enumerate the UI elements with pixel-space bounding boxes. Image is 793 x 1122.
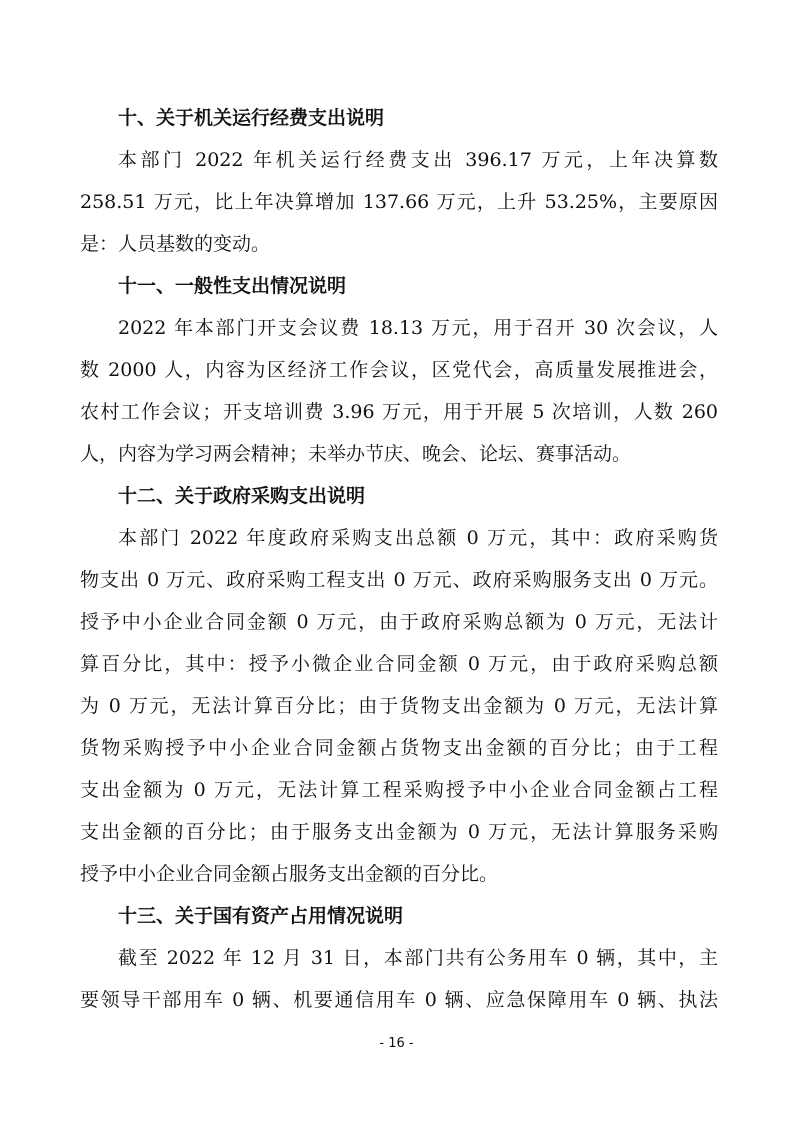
- text-line: 截至 2022 年 12 月 31 日，本部门共有公务用车 0 辆，其中，主: [118, 947, 718, 969]
- section-heading: 十、关于机关运行经费支出说明: [118, 107, 385, 129]
- text-line: 数 2000 人，内容为区经济工作会议，区党代会，高质量发展推进会，: [80, 359, 718, 381]
- text-line: 本部门 2022 年机关运行经费支出 396.17 万元，上年决算数: [118, 149, 718, 171]
- text-line: 本部门 2022 年度政府采购支出总额 0 万元，其中：政府采购货: [118, 527, 718, 549]
- text-line: 为 0 万元，无法计算百分比；由于货物支出金额为 0 万元，无法计算: [80, 695, 718, 717]
- text-line: 物支出 0 万元、政府采购工程支出 0 万元、政府采购服务支出 0 万元。: [80, 569, 718, 591]
- text-line: 授予中小企业合同金额占服务支出金额的百分比。: [80, 863, 499, 885]
- text-line: 258.51 万元，比上年决算增加 137.66 万元，上升 53.25%，主要原因: [80, 191, 718, 213]
- document-page: [80, 97, 718, 1021]
- section-heading: 十三、关于国有资产占用情况说明: [118, 905, 404, 927]
- text-line: 授予中小企业合同金额 0 万元，由于政府采购总额为 0 万元，无法计: [80, 611, 718, 633]
- text-line: 2022 年本部门开支会议费 18.13 万元，用于召开 30 次会议，人: [118, 317, 718, 339]
- text-line: 是：人员基数的变动。: [80, 233, 271, 255]
- text-line: 算百分比，其中：授予小微企业合同金额 0 万元，由于政府采购总额: [80, 653, 718, 675]
- text-line: 支出金额为 0 万元，无法计算工程采购授予中小企业合同金额占工程: [80, 779, 718, 801]
- paragraph: [80, 517, 718, 895]
- text-line: 支出金额的百分比；由于服务支出金额为 0 万元，无法计算服务采购: [80, 821, 718, 843]
- section-heading: 十二、关于政府采购支出说明: [118, 485, 366, 507]
- section-heading: 十一、一般性支出情况说明: [118, 275, 347, 297]
- text-line: 要领导干部用车 0 辆、机要通信用车 0 辆、应急保障用车 0 辆、执法: [80, 989, 718, 1011]
- text-line: 货物采购授予中小企业合同金额占货物支出金额的百分比；由于工程: [80, 737, 718, 759]
- paragraph: [80, 937, 718, 1021]
- paragraph: [80, 139, 718, 265]
- text-line: 人，内容为学习两会精神；未举办节庆、晚会、论坛、赛事活动。: [80, 443, 632, 465]
- text-line: 农村工作会议；开支培训费 3.96 万元，用于开展 5 次培训，人数 260: [80, 401, 718, 423]
- page-number: - 16 -: [379, 1036, 414, 1051]
- paragraph: [80, 307, 718, 475]
